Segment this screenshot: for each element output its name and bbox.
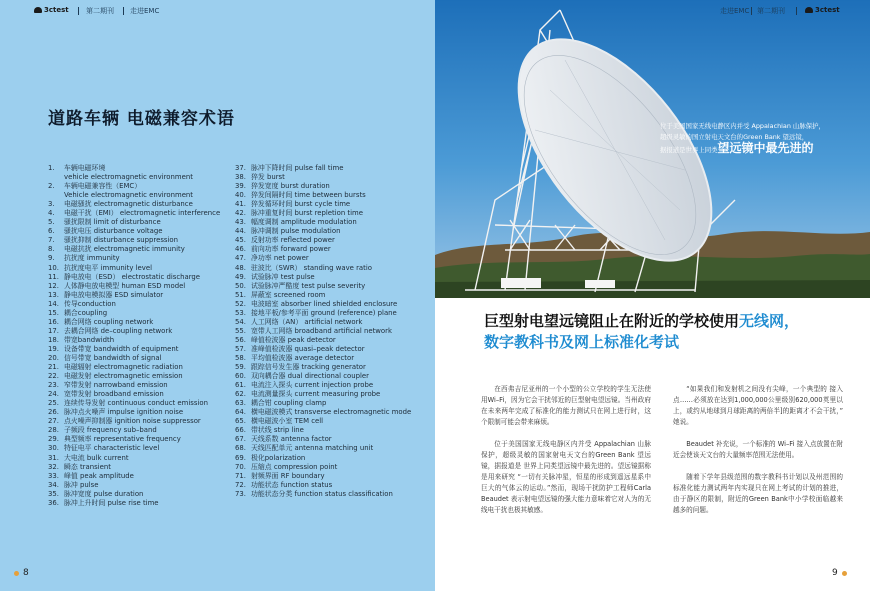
glossary-term: 静电放电模拟器 ESD simulator (64, 290, 164, 299)
glossary-number: 73. (235, 489, 246, 498)
glossary-number: 36. (48, 498, 59, 507)
glossary-number: 57. (235, 344, 246, 353)
glossary-number: 65. (235, 417, 246, 426)
glossary-term: 电磁辐射 electromagnetic radiation (64, 363, 183, 372)
glossary-term: 耦合钳 coupling clamp (251, 399, 327, 408)
glossary-number: 21. (48, 363, 59, 372)
glossary-term: 反射功率 reflected power (251, 236, 335, 245)
glossary-item (235, 273, 435, 282)
glossary-number: 72. (235, 480, 246, 489)
photo-caption: 位于美国国家无线电静区内并受 Appalachian 山脉保护， 超级灵敏的国立射电天文台的Green Bank 望远镜， 据报道是世界上同类望远镜中最先进的 (660, 122, 825, 155)
glossary-term: 传导conduction (64, 299, 116, 308)
glossary-number: 32. (48, 462, 59, 471)
glossary-number: 71. (235, 471, 246, 480)
glossary-term: 天线系数 antenna factor (251, 435, 332, 444)
glossary-number: 37. (235, 164, 246, 172)
glossary-number: 64. (235, 408, 246, 417)
glossary-number: 43. (235, 218, 246, 227)
glossary-term: 猝发间隔时间 time between bursts (251, 191, 366, 200)
glossary-item (48, 254, 238, 263)
glossary-number: 20. (48, 353, 59, 362)
glossary-term: 静电放电（ESD） electrostatic discharge (64, 272, 201, 281)
glossary-term: 猝发 burst (251, 173, 285, 182)
glossary-term: 脉冲下降时间 pulse fall time (251, 164, 344, 172)
glossary-term-english: Vehicle electromagnetic environment (64, 191, 194, 200)
glossary-number: 15. (48, 308, 59, 317)
glossary-term: 宽带人工网络 broadband artificial network (251, 326, 392, 335)
glossary-item (235, 327, 435, 336)
glossary-term: 脉冲重复时间 burst repletion time (251, 209, 363, 218)
glossary-item (48, 318, 238, 327)
glossary-item (48, 300, 238, 309)
glossary-number: 28. (48, 426, 59, 435)
right-page-footer (832, 568, 847, 578)
glossary-item (48, 264, 238, 273)
glossary-number: 12. (48, 281, 59, 290)
glossary-number: 16. (48, 317, 59, 326)
glossary-term: 功能状态分类 function status classification (251, 489, 393, 498)
glossary-term: 脉冲调制 pulse modulation (251, 227, 341, 236)
glossary-item (235, 463, 435, 472)
issue-label: 第二期刊 (86, 7, 114, 15)
glossary-item (235, 336, 435, 345)
glossary-item (235, 300, 435, 309)
glossary-number: 22. (48, 372, 59, 381)
glossary-number: 67. (235, 435, 246, 444)
glossary-number: 70. (235, 462, 246, 471)
glossary-term: 车辆电磁环境 (64, 164, 106, 172)
glossary-term: 瞬态 transient (64, 462, 111, 471)
glossary-number: 48. (235, 263, 246, 272)
glossary-number: 40. (235, 191, 246, 200)
glossary-item (48, 381, 238, 390)
glossary-item (48, 336, 238, 345)
page-number: 9 (832, 568, 838, 578)
glossary-term: 车辆电磁兼容性（EMC） (64, 182, 142, 191)
glossary-term: 压缩点 compression point (251, 462, 338, 471)
glossary-term: 大电流 bulk current (64, 453, 129, 462)
glossary-term: 电流注入探头 current injection probe (251, 381, 374, 390)
glossary-number: 44. (235, 227, 246, 236)
logo-icon (34, 7, 42, 13)
glossary-item (235, 363, 435, 372)
glossary-item (235, 291, 435, 300)
issue-label: 第二期刊 (757, 7, 785, 15)
glossary-term: 电波暗室 absorber lined shielded enclosure (251, 299, 398, 308)
glossary-number: 39. (235, 182, 246, 191)
glossary-item (48, 481, 238, 490)
glossary-item (48, 209, 238, 218)
logo-icon (805, 7, 813, 13)
glossary-number: 41. (235, 200, 246, 209)
glossary-term: 驻波比（SWR） standing wave ratio (251, 263, 372, 272)
glossary-term: 电磁干扰（EMI） electromagnetic interference (64, 209, 221, 218)
glossary-number: 19. (48, 344, 59, 353)
glossary-term: 极化polarization (251, 453, 306, 462)
glossary-number: 61. (235, 381, 246, 390)
glossary-number: 17. (48, 326, 59, 335)
left-page-footer (14, 568, 29, 578)
section-label: 走进EMC (720, 7, 750, 15)
glossary-item (48, 390, 238, 399)
header-divider (123, 7, 124, 15)
glossary-item (235, 254, 435, 263)
glossary-number: 35. (48, 489, 59, 498)
page-title: 道路车辆 电磁兼容术语 (48, 109, 235, 129)
glossary-number: 14. (48, 299, 59, 308)
glossary-term: 骚扰电压 disturbance voltage (64, 227, 163, 236)
page-dot-icon (842, 571, 847, 576)
page-number: 8 (23, 568, 29, 578)
glossary-term: 功能状态 function status (251, 480, 333, 489)
glossary-number: 51. (235, 290, 246, 299)
glossary-number: 58. (235, 353, 246, 362)
glossary-item (48, 417, 238, 426)
glossary-term: 人工网络（AN） artificial network (251, 317, 363, 326)
glossary-item (48, 472, 238, 481)
glossary-term: 峰值 peak amplitude (64, 471, 134, 480)
glossary-item (235, 354, 435, 363)
glossary-item (48, 399, 238, 408)
glossary-item (48, 490, 238, 499)
glossary-number: 52. (235, 299, 246, 308)
glossary-item (48, 182, 238, 191)
glossary-item (235, 264, 435, 273)
glossary-number: 8. (48, 245, 55, 254)
header-divider (751, 7, 752, 15)
glossary-number: 18. (48, 335, 59, 344)
glossary-term: 跟踪信号发生器 tracking generator (251, 363, 366, 372)
glossary-term: 试验脉冲严酷度 test pulse severity (251, 281, 366, 290)
article-headline: 巨型射电望远镜阻止在附近的学校使用无线网， 数字教科书及网上标准化考试 (484, 312, 800, 351)
glossary-item (235, 481, 435, 490)
glossary-number: 56. (235, 335, 246, 344)
glossary-number: 3. (48, 200, 55, 209)
glossary-column-1 (48, 164, 238, 508)
glossary-term: 电磁骚扰 electromagnetic disturbance (64, 200, 193, 209)
glossary-item (235, 399, 435, 408)
glossary-term: 猝发宽度 burst duration (251, 182, 330, 191)
glossary-item (235, 345, 435, 354)
glossary-term: 窄带发射 narrowband emission (64, 381, 168, 390)
article-column-2 (673, 384, 843, 527)
glossary-term: 横电磁波小室 TEM cell (251, 417, 324, 426)
glossary-term: 脉冲点火噪声 impulse ignition noise (64, 408, 184, 417)
glossary-number: 42. (235, 209, 246, 218)
glossary-term: 电磁发射 electromagnetic emission (64, 372, 183, 381)
glossary-term: 准峰值检波器 quasi–peak detector (251, 344, 365, 353)
glossary-number: 2. (48, 182, 55, 191)
glossary-item (235, 417, 435, 426)
glossary-term: 宽带发射 broadband emission (64, 390, 164, 399)
glossary-term: 平均值检波器 average detector (251, 353, 355, 362)
glossary-number: 55. (235, 326, 246, 335)
article-paragraph: 位于美国国家无线电静区内并受 Appalachian 山脉保护，超级灵敏的国家射电天文台的Green Bank 望远镜，据报道是 世界上同类望远镜中最先进的。望远镜据称是用来研究 “一切有关脉冲星，恒星的形成到遥远星系中巨大的气体云的运动。”然而，现场干扰防护工程师Carla Beaudet 表示射电望远镜的强大能力意味着它对人为的无线电干扰也极其敏感。 (481, 440, 651, 514)
glossary-number: 23. (48, 381, 59, 390)
glossary-number: 24. (48, 390, 59, 399)
glossary-term: 骚扰抑制 disturbance suppression (64, 236, 179, 245)
glossary-term: 屏蔽室 screened room (251, 290, 326, 299)
glossary-term: 设备带宽 bandwidth of equipment (64, 344, 179, 353)
glossary-term: 试验脉冲 test pulse (251, 272, 315, 281)
glossary-item (48, 273, 238, 282)
glossary-number: 11. (48, 272, 59, 281)
glossary-term: 猝发循环时间 burst cycle time (251, 200, 351, 209)
glossary-item (48, 354, 238, 363)
glossary-item (48, 372, 238, 381)
glossary-number: 31. (48, 453, 59, 462)
glossary-term: 抗扰度电平 immunity level (64, 263, 152, 272)
glossary-item (235, 209, 435, 218)
right-page (435, 0, 870, 591)
glossary-number: 50. (235, 281, 246, 290)
glossary-term: 射频界面 RF boundary (251, 471, 325, 480)
article-paragraph: 随着下学年县级范围的数字教科书计划以及州范围的标准化能力测试两年内实现只在网上考试的计划的推进，由于静区的限制，附近的Green Bank中小学校面临越来越多的问题。 (673, 473, 843, 514)
glossary-number: 13. (48, 290, 59, 299)
glossary-item (48, 345, 238, 354)
glossary-number: 47. (235, 254, 246, 263)
glossary-item (235, 191, 435, 200)
glossary-term: 去耦合网络 de–coupling network (64, 326, 173, 335)
glossary-term-english: vehicle electromagnetic environment (64, 173, 193, 182)
glossary-number: 60. (235, 372, 246, 381)
right-logo: 3ctest (805, 6, 840, 14)
glossary-term: 横电磁波模式 transverse electromagnetic mode (251, 408, 412, 417)
glossary-item (48, 164, 238, 173)
glossary-item (235, 390, 435, 399)
glossary-number: 1. (48, 164, 55, 172)
page-dot-icon (14, 571, 19, 576)
glossary-number: 26. (48, 408, 59, 417)
headline-highlight: 无线网， (739, 312, 800, 330)
glossary-term: 电磁抗扰 electromagnetic immunity (64, 245, 185, 254)
glossary-number: 46. (235, 245, 246, 254)
glossary-item (235, 218, 435, 227)
glossary-item (48, 363, 238, 372)
glossary-item (235, 164, 435, 173)
glossary-number: 27. (48, 417, 59, 426)
glossary-item (235, 490, 435, 499)
glossary-item (235, 173, 435, 182)
glossary-number: 30. (48, 444, 59, 453)
glossary-number: 6. (48, 227, 55, 236)
glossary-item (48, 327, 238, 336)
glossary-term: 骚扰限制 limit of disturbance (64, 218, 161, 227)
glossary-item (235, 318, 435, 327)
glossary-number: 62. (235, 390, 246, 399)
glossary-number: 59. (235, 363, 246, 372)
glossary-item (48, 282, 238, 291)
glossary-term: 带宽bandwidth (64, 335, 115, 344)
glossary-term: 电流测量探头 current measuring probe (251, 390, 381, 399)
glossary-number: 66. (235, 426, 246, 435)
glossary-number: 53. (235, 308, 246, 317)
glossary-item (48, 309, 238, 318)
glossary-item (235, 472, 435, 481)
glossary-number: 38. (235, 173, 246, 182)
glossary-term: 子频段 frequency sub–band (64, 426, 157, 435)
glossary-term: 净功率 net power (251, 254, 309, 263)
glossary-item (235, 372, 435, 381)
glossary-item (235, 200, 435, 209)
glossary-item (48, 291, 238, 300)
glossary-item (235, 381, 435, 390)
glossary-term: 前向功率 forward power (251, 245, 331, 254)
left-logo: 3ctest (34, 6, 69, 14)
glossary-number: 69. (235, 453, 246, 462)
glossary-term: 脉冲上升时间 pulse rise time (64, 498, 159, 507)
glossary-item (235, 454, 435, 463)
glossary-number: 9. (48, 254, 55, 263)
article-paragraph: “如果我们和发射机之间没有尖峰，一个典型的 接入点……必须放在达到1,000,000公里级别620,000英里以上，或约从地球到月球距离的两倍半]的距离才不会干扰，” 她说。 (673, 385, 843, 426)
header-divider (78, 7, 79, 15)
glossary-term: 天线匹配单元 antenna matching unit (251, 444, 374, 453)
glossary-number: 54. (235, 317, 246, 326)
glossary-term: 双向耦合器 dual directional coupler (251, 372, 369, 381)
glossary-item (48, 408, 238, 417)
glossary-number: 25. (48, 399, 59, 408)
glossary-term: 耦合coupling (64, 308, 108, 317)
glossary-term: 带状线 strip line (251, 426, 304, 435)
article-column-1 (481, 384, 651, 527)
right-header (435, 0, 870, 22)
glossary-term: 典型频率 representative frequency (64, 435, 181, 444)
glossary-number: 49. (235, 272, 246, 281)
glossary-term: 幅度调制 amplitude modulation (251, 218, 357, 227)
glossary-number: 10. (48, 263, 59, 272)
glossary-item (48, 218, 238, 227)
glossary-term: 特征电平 characteristic level (64, 444, 160, 453)
glossary-item (48, 200, 238, 209)
glossary-number: 7. (48, 236, 55, 245)
glossary-term: 脉冲宽度 pulse duration (64, 489, 144, 498)
glossary-item (235, 309, 435, 318)
glossary-term: 峰值检波器 peak detector (251, 335, 336, 344)
glossary-item (235, 182, 435, 191)
glossary-item (235, 408, 435, 417)
glossary-term: 抗扰度 immunity (64, 254, 120, 263)
article-paragraph: Beaudet 补充说，一个标准的 Wi–Fi 接入点放置在附近会使该天文台的大量频率范围无法使用。 (673, 440, 843, 459)
glossary-number: 29. (48, 435, 59, 444)
glossary-term: 信号带宽 bandwidth of signal (64, 353, 162, 362)
glossary-term: 接地平板/参考平面 ground (reference) plane (251, 308, 397, 317)
glossary-term: 耦合网络 coupling network (64, 317, 154, 326)
glossary-item (48, 463, 238, 472)
glossary-term: 点火噪声抑制器 ignition noise suppressor (64, 417, 201, 426)
glossary-number: 5. (48, 218, 55, 227)
glossary-number: 4. (48, 209, 55, 218)
article-paragraph: 在西弗吉尼亚州的一个小型的公立学校的学生无法使用Wi–Fi，因为它会干扰邻近的巨型射电望远镜。当州政府在未来两年完成了标准化的能力测试只在网上进行时，这个限制可能会带来麻烦。 (481, 385, 651, 426)
left-header (0, 0, 435, 22)
glossary-item (48, 444, 238, 453)
glossary-item (235, 444, 435, 453)
glossary-number: 33. (48, 471, 59, 480)
header-divider (796, 7, 797, 15)
glossary-item (235, 282, 435, 291)
glossary-number: 34. (48, 480, 59, 489)
glossary-number: 68. (235, 444, 246, 453)
glossary-column-2 (235, 164, 435, 499)
glossary-term: 人体静电放电模型 human ESD model (64, 281, 186, 290)
glossary-number: 45. (235, 236, 246, 245)
glossary-item (48, 454, 238, 463)
glossary-term: 连续传导发射 continuous conduct emission (64, 399, 208, 408)
glossary-number: 63. (235, 399, 246, 408)
glossary-item (48, 499, 238, 508)
glossary-term: 脉冲 pulse (64, 480, 99, 489)
section-label: 走进EMC (130, 7, 160, 15)
